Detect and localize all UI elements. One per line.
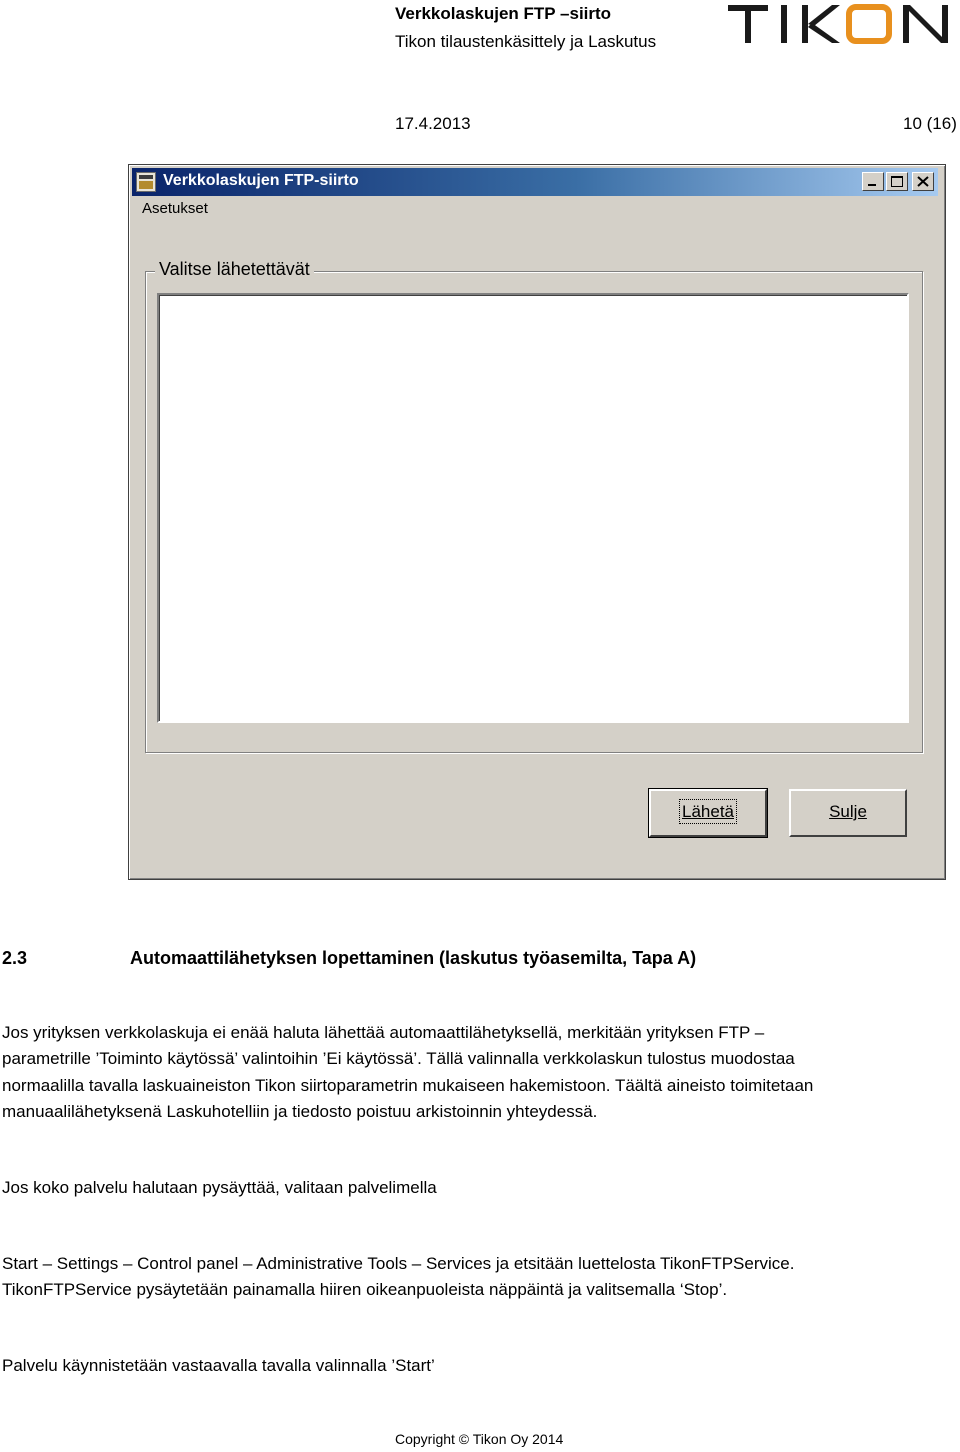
paragraph-line: TikonFTPService pysäytetään painamalla hiiren oikeanpuoleista näppäintä ja valitsemalla ‘Stop’. [2,1280,728,1300]
tikon-logo [726,2,952,46]
close-button-label: Sulje [829,802,867,821]
paragraph-3 [2,1251,794,1304]
paragraph-line: manuaalilähetyksenä Laskuhotelliin ja tiedosto poistuu arkistoinnin yhteydessä. [2,1101,598,1121]
dialog-titlebar[interactable] [132,168,938,196]
minimize-button[interactable] [862,172,884,191]
paragraph-line: normaalilla tavalla laskuaineiston Tikon siirtoparametrin mukaiseen hakemistoon. Täältä aineisto toimitetaan [2,1075,814,1095]
groupbox-label: Valitse lähetettävät [155,259,314,280]
menu-item-settings[interactable]: Asetukset [142,200,208,217]
paragraph-line: parametrille ’Toiminto käytössä’ valintoihin ’Ei käytössä’. Tällä valinnalla verkkolaskun tulostus muodostaa [2,1049,795,1069]
ftp-transfer-dialog [128,164,946,880]
paragraph-line: Palvelu käynnistetään vastaavalla tavalla valinnalla ’Start’ [2,1356,435,1375]
page-number: 10 (16) [903,114,957,133]
paragraph-line: Jos yrityksen verkkolaskuja ei enää haluta lähettää automaattilähetyksellä, merkitään yrityksen FTP – [2,1023,765,1042]
send-button-label: Lähetä [682,802,734,821]
copyright-footer: Copyright © Tikon Oy 2014 [395,1431,564,1447]
paragraph-line: Jos koko palvelu halutaan pysäyttää, valitaan palvelimella [2,1178,437,1197]
app-icon [136,172,156,192]
paragraph-2 [2,1175,437,1201]
section-title: Automaattilähetyksen lopettaminen (laskutus työasemilta, Tapa A) [130,948,697,968]
paragraph-1 [2,1020,813,1125]
document-date: 17.4.2013 [395,114,471,133]
section-number: 2.3 [2,948,28,968]
close-window-button[interactable] [912,172,934,191]
paragraph-4 [2,1353,435,1379]
paragraph-line: Start – Settings – Control panel – Administrative Tools – Services ja etsitään luettelosta TikonFTPService. [2,1254,795,1273]
document-title: Verkkolaskujen FTP –siirto [395,4,612,23]
document-subtitle: Tikon tilaustenkäsittely ja Laskutus [395,32,657,51]
dialog-title: Verkkolaskujen FTP-siirto [163,172,359,189]
menu-bar [132,198,938,220]
close-icon [917,176,929,187]
send-button[interactable] [649,789,767,837]
maximize-button[interactable] [886,172,908,191]
selection-list[interactable] [157,293,909,723]
close-button[interactable] [789,789,907,837]
